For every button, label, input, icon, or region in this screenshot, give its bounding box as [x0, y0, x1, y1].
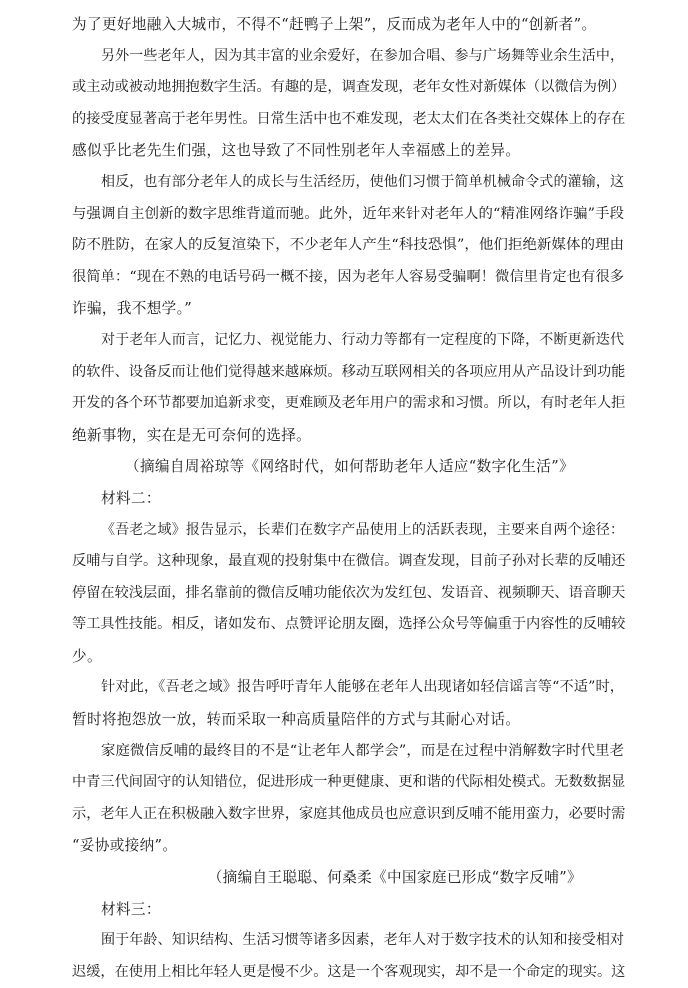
text-line: 与强调自主创新的数字思维背道而驰。此外，近年来针对老年人的“精准网络诈骗”手段 — [72, 205, 624, 222]
section-heading: 材料二： — [101, 489, 161, 507]
text-line: 很简单：“现在不熟的电话号码一概不接，因为老年人容易受骗啊！微信里肯定也有很多 — [72, 268, 624, 285]
text-line: 防不胜防，在家人的反复渲染下，不少老年人产生“科技恐惧”，他们拒绝新媒体的理由 — [72, 237, 624, 254]
text-line: 等工具性技能。相反，诸如发布、点赞评论朋友圈，选择公众号等偏重于内容性的反哺较 — [72, 616, 626, 633]
paragraph-first-line: 对于老年人而言，记忆力、视觉能力、行动力等都有一定程度的下降，不断更新迭代 — [101, 331, 624, 348]
text-line: 反哺与自学。这种现象，最直观的投射集中在微信。调查发现，目前子孙对长辈的反哺还 — [72, 553, 626, 570]
text-line: 停留在较浅层面，排名靠前的微信反哺功能依次为发红包、发语音、视频聊天、语音聊天 — [72, 584, 626, 601]
text-line: 诈骗，我不想学。” — [72, 300, 193, 318]
text-line: 为了更好地融入大城市，不得不“赶鸭子上架”，反而成为老年人中的“创新者”。 — [72, 16, 597, 33]
paragraph-first-line: 针对此，《吾老之域》报告呼吁青年人能够在老年人出现诸如轻信谣言等“不适”时， — [101, 679, 624, 696]
text-line: 少。 — [72, 647, 102, 665]
source-citation: （摘编自周裕琼等《网络时代，如何帮助老年人适应“数字化生活”》 — [125, 458, 574, 476]
paragraph-first-line: 《吾老之域》报告显示，长辈们在数字产品使用上的活跃表现，主要来自两个途径： — [101, 521, 624, 538]
paragraph-first-line: 另外一些老年人，因为其丰富的业余爱好，在参加合唱、参与广场舞等业余生活中， — [101, 47, 624, 64]
text-line: 绝新事物，实在是无可奈何的选择。 — [72, 426, 312, 444]
document-page — [72, 9, 624, 988]
text-line: 开发的各个环节都要加追新求变，更难顾及老年用户的需求和习惯。所以，有时老年人拒 — [72, 395, 626, 412]
text-line: 的软件、设备反而让他们觉得越来越麻烦。移动互联网相关的各项应用从产品设计到功能 — [72, 363, 626, 380]
text-line: 中青三代间固守的认知错位，促进形成一种更健康、更和谐的代际相处模式。无数数据显 — [72, 774, 626, 791]
text-line: “妥协或接纳”。 — [72, 837, 178, 855]
paragraph-first-line: 家庭微信反哺的最终目的不是“让老年人都学会”，而是在过程中消解数字时代里老 — [101, 742, 624, 759]
text-line: 或主动或被动地拥抱数字生活。有趣的是，调查发现，老年女性对新媒体（以微信为例） — [72, 79, 626, 96]
text-line: 的接受度显著高于老年男性。日常生活中也不难发现，老太太们在各类社交媒体上的存在 — [72, 110, 626, 127]
section-heading: 材料三： — [101, 900, 161, 918]
paragraph-first-line: 相反，也有部分老年人的成长与生活经历，使他们习惯于简单机械命令式的灌输，这 — [101, 173, 624, 190]
text-line: 感似乎比老先生们强，这也导致了不同性别老年人幸福感上的差异。 — [72, 142, 521, 160]
paragraph-first-line: 囿于年龄、知识结构、生活习惯等诸多因素，老年人对于数字技术的认知和接受相对 — [101, 932, 624, 949]
source-citation: （摘编自王聪聪、何桑柔《中国家庭已形成“数字反哺”》 — [207, 869, 582, 887]
text-line: 迟缓，在使用上相比年轻人更是慢不少。这是一个客观现实，却不是一个命定的现实。这 — [72, 963, 626, 980]
text-line: 暂时将抱怨放一放，转而采取一种高质量陪伴的方式与其耐心对话。 — [72, 711, 521, 729]
text-line: 示，老年人正在积极融入数字世界，家庭其他成员也应意识到反哺不能用蛮力，必要时需 — [72, 805, 626, 822]
